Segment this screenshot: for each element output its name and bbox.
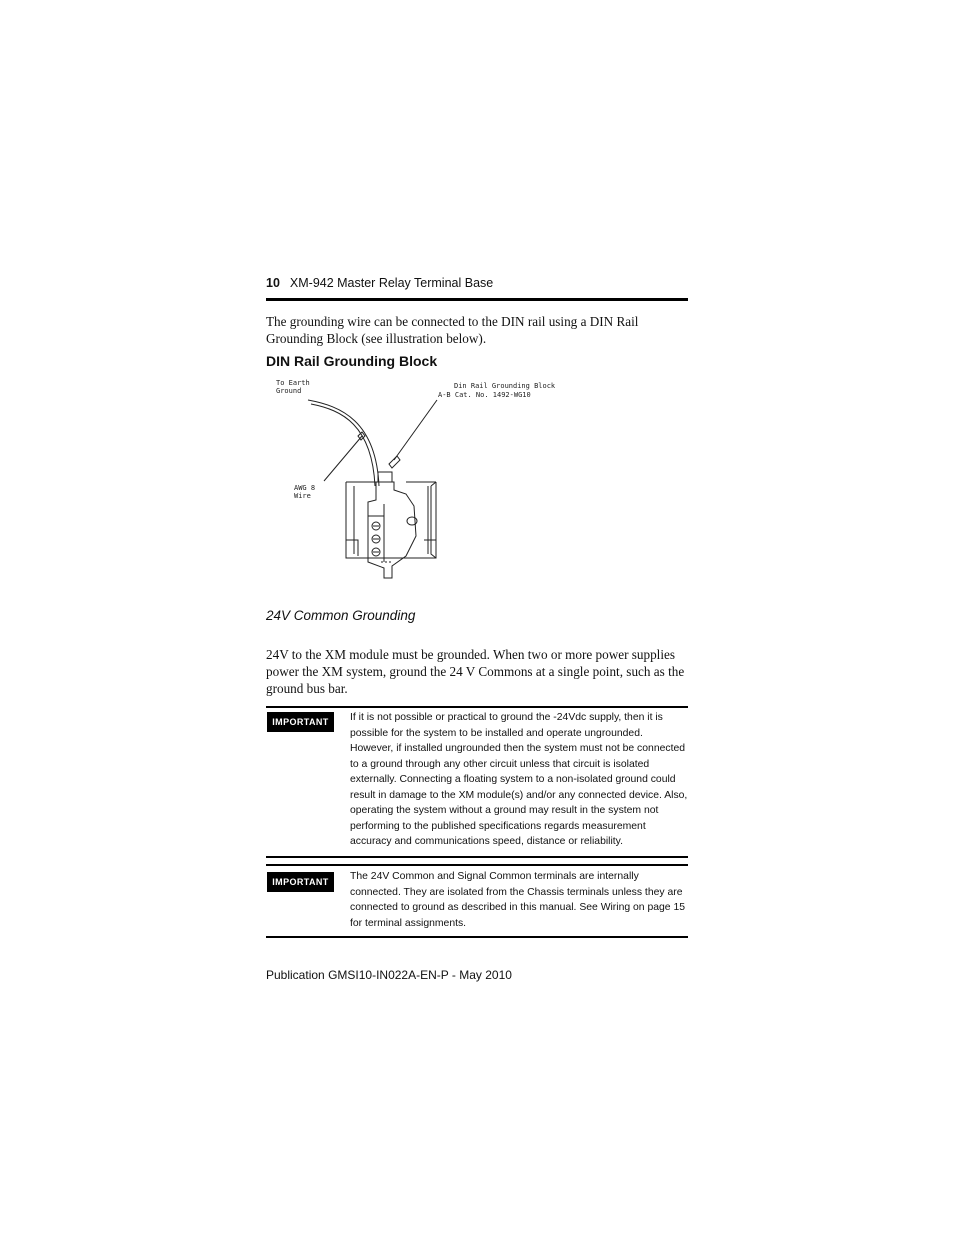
footer-code: GMSI10-IN022A-EN-P - May 2010 bbox=[328, 968, 512, 982]
note-text: The 24V Common and Signal Common terminals are internally connected. They are isolated from the Chassis terminals unless they are connected to ground as described in this manual. See Wiring on page 15 for terminal assignments. bbox=[350, 871, 686, 929]
drawing-lines bbox=[308, 400, 437, 578]
note-bottom-rule bbox=[266, 856, 688, 858]
label-wire-line2: Wire bbox=[294, 492, 311, 500]
din-rail-grounding-illustration bbox=[266, 376, 556, 586]
header-rule bbox=[266, 298, 688, 301]
page-number: 10 bbox=[266, 276, 280, 290]
label-block-line2: A-B Cat. No. 1492-WG10 bbox=[438, 391, 531, 399]
grounding-paragraph: 24V to the XM module must be grounded. When two or more power supplies power the XM system, ground the 24 V Commons at a single point, such as the ground bus bar. bbox=[266, 647, 685, 696]
label-wire-line1: AWG 8 bbox=[294, 484, 316, 492]
note-top-rule bbox=[266, 864, 688, 866]
important-badge: IMPORTANT bbox=[267, 872, 334, 892]
note-top-rule bbox=[266, 706, 688, 708]
page-header bbox=[266, 276, 688, 294]
section-heading: DIN Rail Grounding Block bbox=[266, 353, 438, 369]
footer-label: Publication bbox=[266, 968, 325, 982]
header-title: XM-942 Master Relay Terminal Base bbox=[289, 276, 494, 290]
publication-footer bbox=[266, 968, 512, 982]
sub-heading: 24V Common Grounding bbox=[266, 608, 416, 623]
important-note-1 bbox=[266, 706, 688, 858]
label-earth-line1: To Earth bbox=[276, 379, 310, 387]
intro-paragraph: The grounding wire can be connected to the DIN rail using a DIN Rail Grounding Block (see illustration below). bbox=[266, 314, 639, 346]
note-bottom-rule bbox=[266, 936, 688, 938]
label-earth-line2: Ground bbox=[276, 387, 302, 395]
label-block-line1: Din Rail Grounding Block bbox=[454, 382, 556, 390]
important-badge: IMPORTANT bbox=[267, 712, 334, 732]
important-note-2 bbox=[266, 864, 688, 940]
note-text: If it is not possible or practical to ground the -24Vdc supply, then it is possible for the system to be installed and operate ungrounded. However, if installed ungrounded then the system must not be connected to a ground through any other circuit unless that circuit is isolated externally. Connecting a floating system to a non-isolated ground could result in damage to the XM module(s) and/or any connected device. Also, operating the system without a ground may result in the system not performing to the published specifications regards measurement accuracy and communications speed, distance or reliability. bbox=[350, 712, 688, 847]
